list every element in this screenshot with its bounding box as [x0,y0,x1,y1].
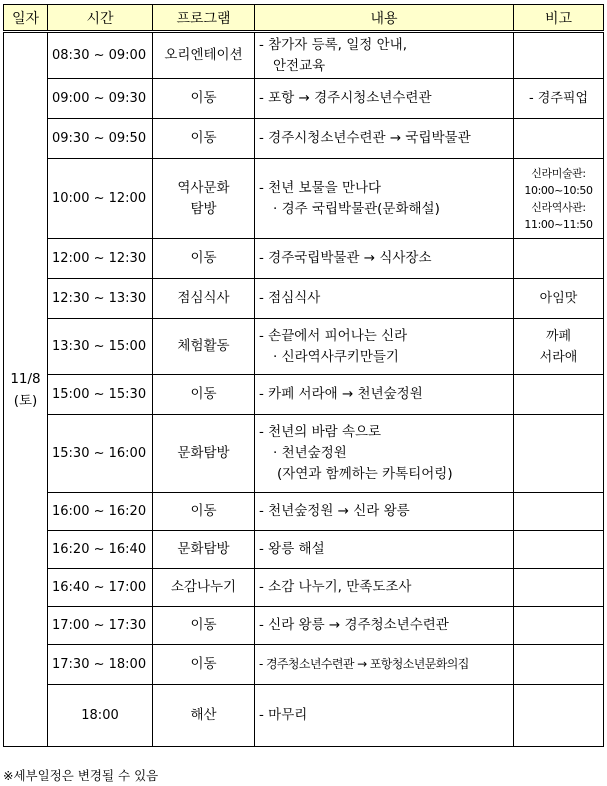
note-cell [514,119,604,159]
content-text: - 손끝에서 피어나는 신라 [259,327,408,344]
content-text: - 천년숲정원 → 신라 왕릉 [259,503,410,519]
time-cell: 17:00 ~ 17:30 [48,607,153,645]
program-cell [153,159,255,239]
content-text: (자연과 함께하는 카톡티어링) [277,466,453,482]
program-cell [153,32,255,79]
table-row [4,415,604,493]
time-cell: 18:00 [48,685,153,747]
program-text: 점심식사 [177,290,230,306]
content-cell [255,319,514,375]
content-cell [255,645,514,685]
note-text: - 경주픽업 [528,91,589,106]
content-text: - 카페 서라애 → 천년숲정원 [259,386,423,402]
program-text: 이동 [190,90,217,106]
program-text: 문화탐방 [177,445,230,461]
content-cell [255,531,514,569]
time-cell: 13:30 ~ 15:00 [48,319,153,375]
table-row [4,493,604,531]
table-row [4,645,604,685]
content-text: - 왕릉 해설 [259,541,325,557]
footnote: ※세부일정은 변경될 수 있음 [3,768,159,783]
content-cell [255,493,514,531]
note-cell [514,493,604,531]
time-cell: 08:30 ~ 09:00 [48,32,153,79]
time-cell: 17:30 ~ 18:00 [48,645,153,685]
program-cell [153,685,255,747]
header-date: 일자 [4,5,48,32]
date-day: 11/8 [10,370,41,387]
content-cell [255,159,514,239]
content-text: · 신라역사쿠키만들기 [273,348,399,365]
note-text: 10:00~10:50 [524,183,593,197]
content-cell [255,415,514,493]
content-text: - 경주시청소년수련관 → 국립박물관 [259,130,471,146]
table-row [4,531,604,569]
date-cell [4,32,48,747]
content-text: - 소감 나누기, 만족도조사 [259,579,412,595]
content-text: - 신라 왕릉 → 경주청소년수련관 [259,617,449,633]
time-cell: 15:00 ~ 15:30 [48,375,153,415]
content-text: - 경주국립박물관 → 식사장소 [259,250,432,266]
time-cell: 16:40 ~ 17:00 [48,569,153,607]
table-row [4,375,604,415]
note-cell [514,531,604,569]
content-text: - 점심식사 [259,290,321,306]
content-text: · 천년숲정원 [273,445,347,461]
content-text: - 참가자 등록, 일정 안내, [259,36,407,53]
program-text: 이동 [190,386,217,402]
program-text: 이동 [190,656,217,672]
table-row [4,79,604,119]
program-cell [153,239,255,279]
date-weekday: (토) [13,392,38,409]
content-cell [255,685,514,747]
content-text: - 경주청소년수련관 → 포항청소년문화의집 [259,657,469,671]
content-text: · 경주 국립박물관(문화해설) [273,200,440,217]
content-text: - 천년의 바람 속으로 [259,424,382,440]
note-cell [514,159,604,239]
program-text: 문화탐방 [177,541,230,557]
content-text: - 천년 보물을 만나다 [259,179,382,196]
program-text: 이동 [190,617,217,633]
table-row [4,685,604,747]
content-cell [255,607,514,645]
program-text: 체험활동 [177,338,230,354]
content-cell [255,279,514,319]
note-cell [514,607,604,645]
program-text: 소감나누기 [170,579,237,595]
time-cell: 15:30 ~ 16:00 [48,415,153,493]
header-time: 시간 [48,5,153,32]
note-cell [514,32,604,79]
program-text: 역사문화 [177,179,230,196]
note-text: 11:00~11:50 [524,217,593,231]
note-cell [514,79,604,119]
program-text: 탐방 [190,200,217,217]
table-row [4,32,604,79]
header-program: 프로그램 [153,5,255,32]
program-cell [153,531,255,569]
table-row [4,607,604,645]
program-cell [153,119,255,159]
program-cell [153,569,255,607]
program-text: 이동 [190,130,217,146]
note-cell [514,645,604,685]
table-row [4,279,604,319]
table-row [4,239,604,279]
program-text: 오리엔테이션 [164,47,243,63]
content-cell [255,569,514,607]
note-text: 서라애 [539,349,578,365]
content-text: - 포항 → 경주시청소년수련관 [259,90,432,106]
time-cell: 12:00 ~ 12:30 [48,239,153,279]
note-text: 까페 [545,328,572,344]
program-text: 해산 [190,707,217,723]
time-cell: 16:00 ~ 16:20 [48,493,153,531]
program-cell [153,319,255,375]
content-text: 안전교육 [273,57,326,74]
schedule-table [3,4,604,747]
note-cell [514,319,604,375]
program-cell [153,279,255,319]
program-cell [153,79,255,119]
time-cell: 09:30 ~ 09:50 [48,119,153,159]
header-row [4,5,604,32]
table-row [4,119,604,159]
time-cell: 12:30 ~ 13:30 [48,279,153,319]
content-cell [255,79,514,119]
note-cell [514,569,604,607]
note-text: 신라미술관: [531,166,586,180]
program-cell [153,415,255,493]
content-cell [255,375,514,415]
program-cell [153,375,255,415]
program-text: 이동 [190,503,217,519]
header-note: 비고 [514,5,604,32]
note-cell [514,375,604,415]
note-text: 신라역사관: [531,200,586,214]
time-cell: 09:00 ~ 09:30 [48,79,153,119]
note-cell [514,415,604,493]
time-cell: 16:20 ~ 16:40 [48,531,153,569]
note-cell [514,685,604,747]
program-text: 이동 [190,250,217,266]
content-cell [255,119,514,159]
table-row [4,159,604,239]
note-cell [514,239,604,279]
note-cell [514,279,604,319]
content-text: - 마무리 [259,707,308,723]
header-content: 내용 [255,5,514,32]
content-cell [255,239,514,279]
program-cell [153,607,255,645]
time-cell: 10:00 ~ 12:00 [48,159,153,239]
program-cell [153,493,255,531]
table-row [4,319,604,375]
program-cell [153,645,255,685]
table-row [4,569,604,607]
note-text: 아임맛 [539,291,578,306]
content-cell [255,32,514,79]
